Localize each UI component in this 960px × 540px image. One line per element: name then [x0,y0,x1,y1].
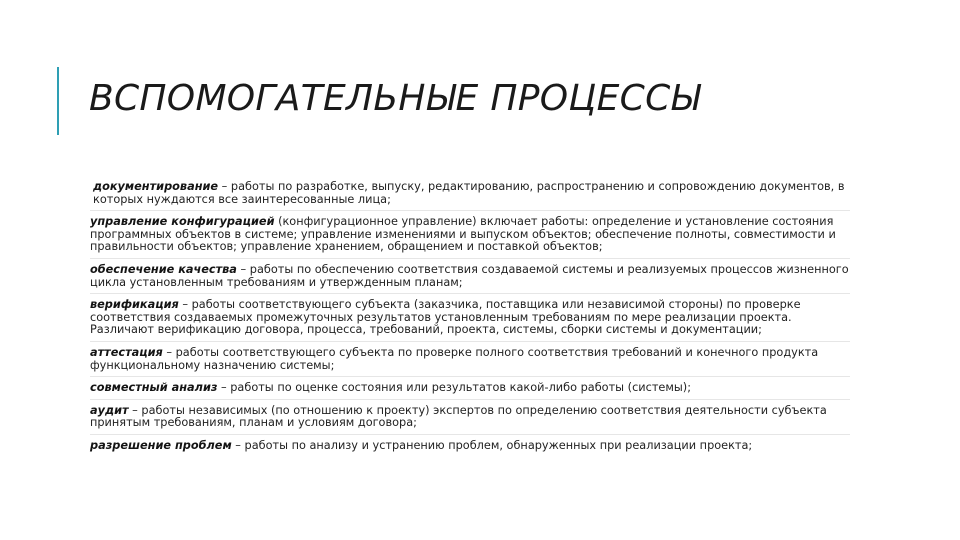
item-term: верификация [90,298,179,312]
item-term: разрешение проблем [90,438,232,452]
item-term: аудит [90,403,129,417]
list-item [90,216,850,259]
item-term: обеспечение качества [90,262,237,276]
list-item [90,347,850,377]
item-description: – работы по оценке состояния или результатов какой-либо работы (системы); [217,381,692,395]
item-description: – работы по разработке, выпуску, редактированию, распространению и сопровождению документов, в которых нуждаются все заинтересованные лица; [93,180,845,206]
item-description: – работы соответствующего субъекта по проверке полного соответствия требований и конечного продукта функциональному назначению системы; [90,345,819,372]
list-item [90,299,850,342]
item-description: (конфигурационное управление) включает работы: определение и установление состояния программных объектов в системе; управление изменениями и выпуском объектов; обеспечение полноты, совместимости и правильности объектов; управление хранением, обращением и поставкой объектов; [90,215,836,254]
process-list [90,181,850,462]
item-description: – работы по анализу и устранению проблем, обнаруженных при реализации проекта; [231,438,753,452]
title-accent-bar [57,67,59,135]
list-item [90,382,850,400]
item-description: – работы независимых (по отношению к проекту) экспертов по определению соответствия деятельности субъекта принятым требованиям, планам и условиям договора; [90,403,827,430]
item-term: управление конфигурацией [90,215,275,229]
item-term: аттестация [90,345,163,359]
list-item [90,405,850,435]
item-term: документирование [93,180,219,193]
list-item [90,440,850,457]
item-description: – работы по обеспечению соответствия создаваемой системы и реализуемых процессов жизненного цикла установленным требованиям и утвержденным планам; [90,262,849,289]
list-item [90,181,850,211]
slide-title: ВСПОМОГАТЕЛЬНЫЕ ПРОЦЕССЫ [89,78,701,119]
list-item [90,264,850,294]
item-description: – работы соответствующего субъекта (заказчика, поставщика или независимой стороны) по проверке соответствия создаваемых промежуточных результатов установленным требованиям по мере реализации проекта. Различают верификацию договора, процесса, требований, проекта, системы, сборки системы и документации; [90,298,801,337]
item-term: совместный анализ [90,381,218,395]
